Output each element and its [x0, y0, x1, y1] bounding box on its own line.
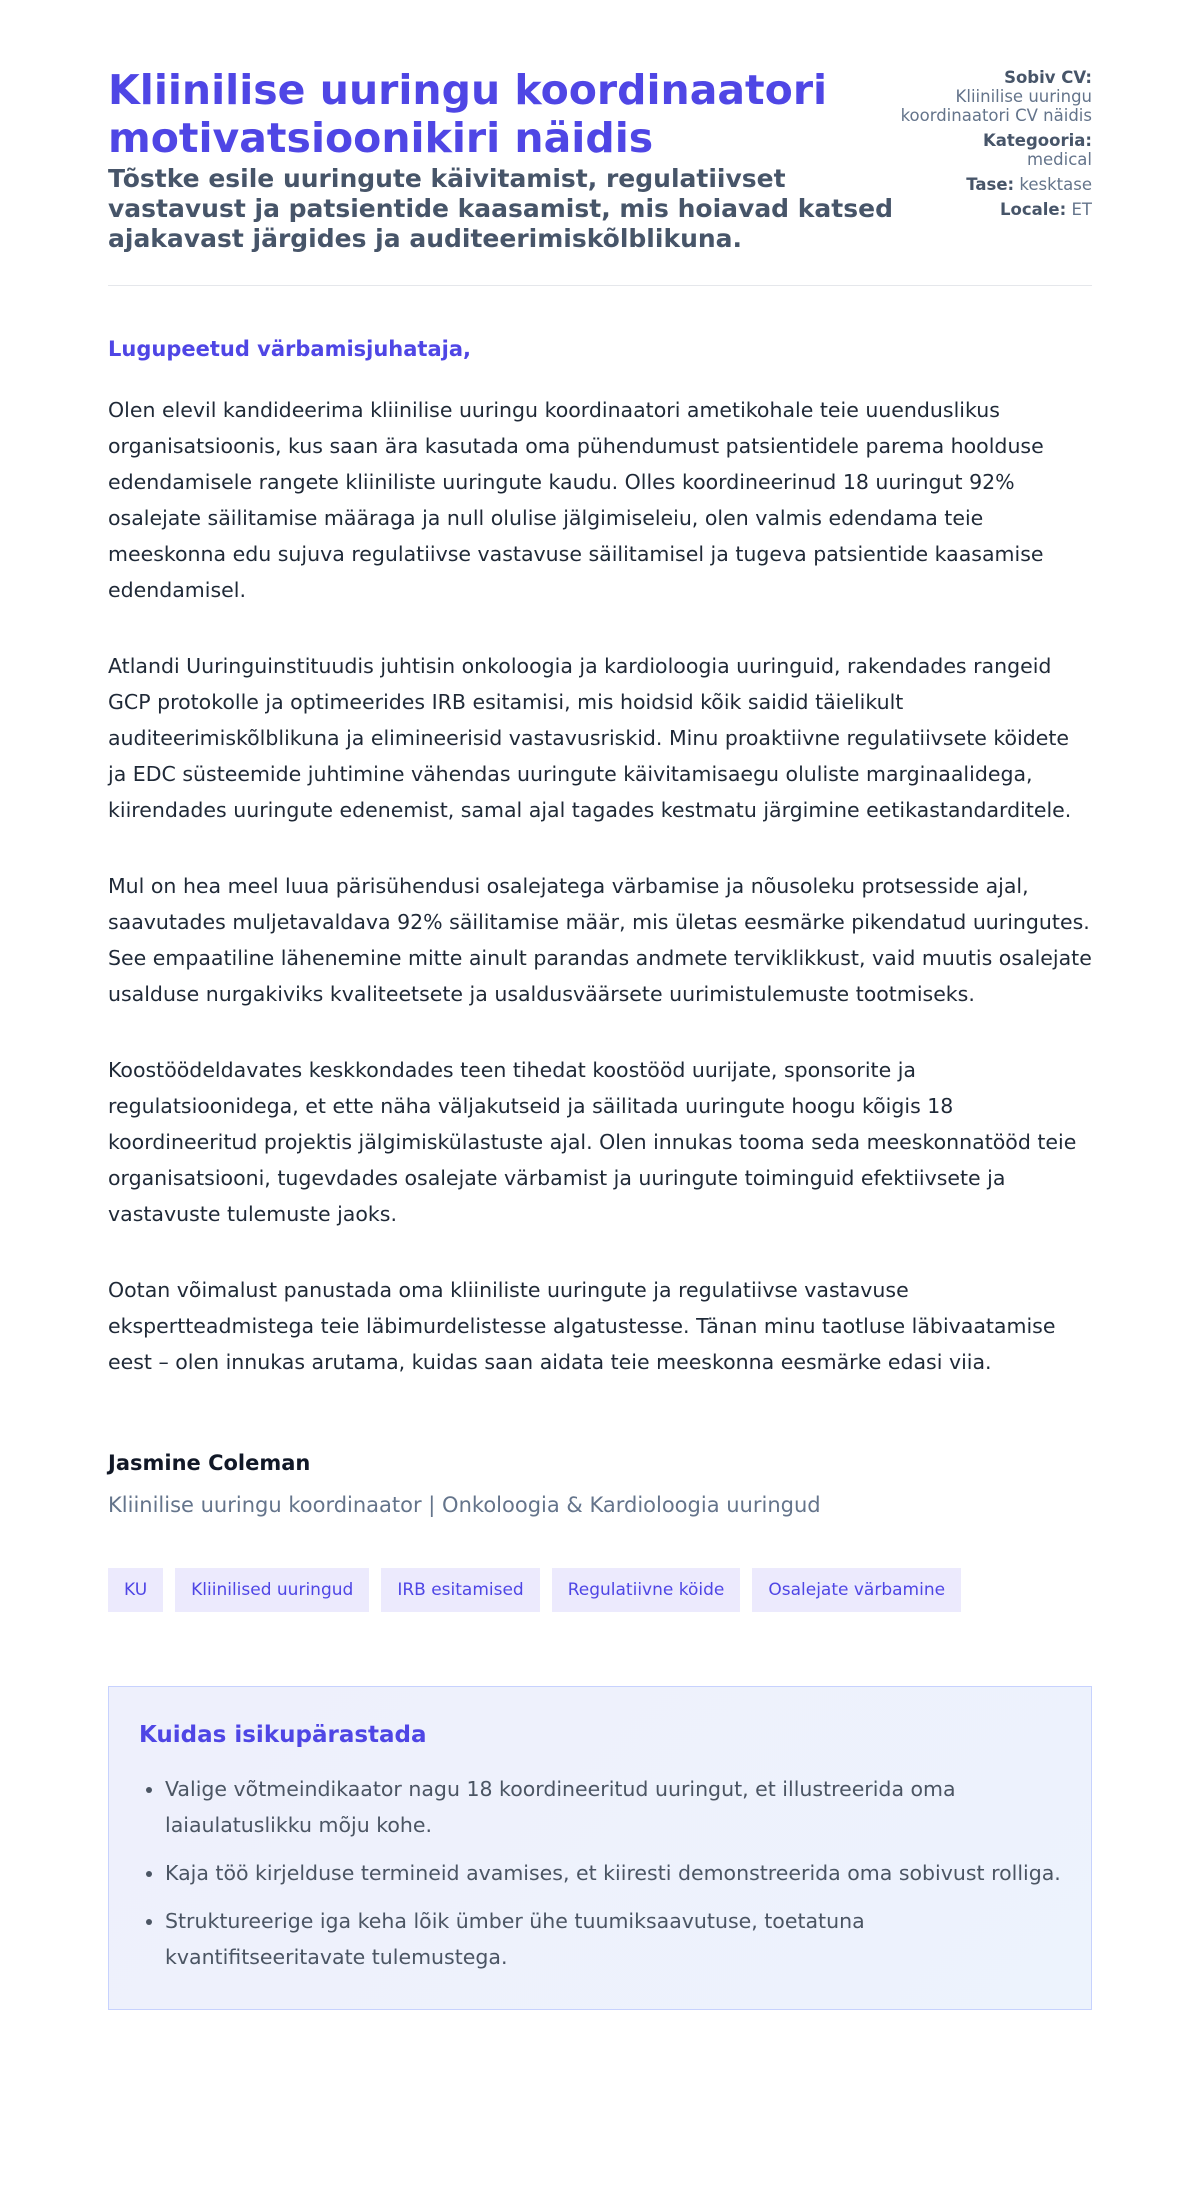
meta-level — [892, 175, 1092, 194]
tips-title: Kuidas isikupärastada — [139, 1722, 427, 1748]
meta-cv — [892, 68, 1092, 125]
page-title: Kliinilise uuringu koordinaatori motivatsioonikiri näidis — [108, 66, 828, 162]
letter-paragraph-2: Atlandi Uuringuinstituudis juhtisin onkoloogia ja kardioloogia uuringuid, rakendades rangeid GCP protokolle ja optimeerides IRB esitamisi, mis hoidsid kõik saidid täielikult auditeerimiskõlblikuna ja elimineerisid vastavusriskid. Minu proaktiivne regulatiivsete köidete ja EDC süsteemide juhtimine vähendas uuringute käivitamisaegu oluliste marginaalidega, kiirendades uuringute edenemist, samal ajal tagades kestmatu järgimine eetikastandarditele. — [108, 654, 1072, 822]
tag-regulatory-binder[interactable]: Regulatiivne köide — [552, 1568, 741, 1612]
meta-category — [892, 131, 1092, 169]
tips-item: • Valige võtmeindikaator nagu 18 koordineeritud uuringut, et illustreerida oma laiaulatuslikku mõju kohe. — [165, 1771, 1061, 1843]
tag-participant-recruitment[interactable]: Osalejate värbamine — [752, 1568, 961, 1612]
letter-salutation: Lugupeetud värbamisjuhataja, — [108, 337, 471, 361]
meta-locale — [892, 200, 1092, 219]
tag-list — [108, 1568, 1092, 1612]
meta-category-label: Kategooria: — [982, 131, 1092, 150]
meta-locale-value: ET — [1071, 200, 1092, 219]
page-header — [108, 0, 1092, 286]
tips-list — [139, 1771, 1061, 1975]
signature-role: Kliinilise uuringu koordinaator | Onkoloogia & Kardioloogia uuringud — [108, 1493, 821, 1517]
tips-item: • Kaja töö kirjelduse termineid avamises, et kiiresti demonstreerida oma sobivust rolliga. — [165, 1855, 1061, 1891]
letter-paragraph-1: Olen elevil kandideerima kliinilise uuringu koordinaatori ametikohale teie uuenduslikus organisatsioonis, kus saan ära kasutada oma pühendumust patsientidele parema hoolduse edendamisele rangete kliiniliste uuringute kaudu. Olles koordineerinud 18 uuringut 92% osalejate säilitamise määraga ja null olulise jälgimiseleiu, olen valmis edendama teie meeskonna edu sujuva regulatiivse vastavuse säilitamisel ja tugeva patsientide kaasamise edendamisel. — [108, 398, 1044, 602]
page-subtitle: Tõstke esile uuringute käivitamist, regulatiivset vastavust ja patsientide kaasamist, mis hoiavad katsed ajakavast järgides ja auditeerimiskõlblikuna. — [108, 164, 893, 253]
meta-panel — [892, 68, 1092, 225]
personalization-tips — [108, 1686, 1092, 2010]
meta-cv-label: Sobiv CV: — [1004, 68, 1092, 87]
tag-clinical-trials[interactable]: Kliinilised uuringud — [175, 1568, 369, 1612]
meta-category-value: medical — [1026, 150, 1092, 169]
tag-ku[interactable]: KU — [108, 1568, 163, 1612]
letter-paragraph-3: Mul on hea meel luua pärisühendusi osalejatega värbamise ja nõusoleku protsesside ajal, saavutades muljetavaldava 92% säilitamise määr, mis ületas eesmärke pikendatud uuringutes. See empaatiline lähenemine mitte ainult parandas andmete terviklikkust, vaid muutis osalejate usalduse nurgakiviks kvaliteetsete ja usaldusväärsete uurimistulemuste tootmiseks. — [108, 874, 1092, 1006]
signature-name: Jasmine Coleman — [108, 1451, 311, 1475]
letter-paragraph-4: Koostöödeldavates keskkondades teen tihedat koostööd uurijate, sponsorite ja regulatsioonidega, et ette näha väljakutseid ja säilitada uuringute hoogu kõigis 18 koordineeritud projektis jälgimiskülastuste ajal. Olen innukas tooma seda meeskonnatööd teie organisatsiooni, tugevdades osalejate värbamist ja uuringute toiminguid efektiivsete ja vastavuste tulemuste jaoks. — [108, 1058, 1077, 1226]
meta-level-value: kesktase — [1019, 175, 1092, 194]
tips-item: • Struktureerige iga keha lõik ümber ühe tuumiksaavutuse, toetatuna kvantifitseeritavate tulemustega. — [165, 1903, 1061, 1975]
meta-level-label: Tase: — [966, 175, 1015, 194]
meta-cv-link[interactable]: Kliinilise uuringu koordinaatori CV näidis — [900, 87, 1092, 125]
tag-irb-submissions[interactable]: IRB esitamised — [381, 1568, 539, 1612]
letter-paragraph-5: Ootan võimalust panustada oma kliiniliste uuringute ja regulatiivse vastavuse ekspertteadmistega teie läbimurdelistesse algatustesse. Tänan minu taotluse läbivaatamise eest – olen innukas arutama, kuidas saan aidata teie meeskonna eesmärke edasi viia. — [108, 1278, 1056, 1374]
meta-locale-label: Locale: — [1000, 200, 1067, 219]
